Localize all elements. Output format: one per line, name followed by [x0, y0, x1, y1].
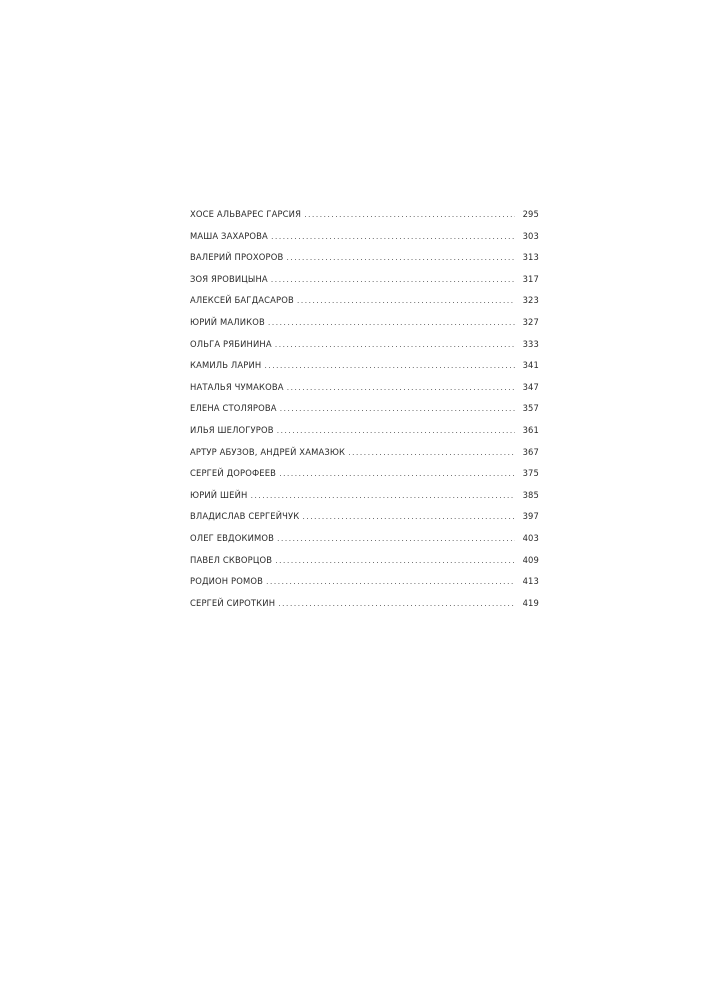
toc-entry-page: 347 [522, 381, 539, 392]
toc-entry-name: КАМИЛЬ ЛАРИН [190, 360, 262, 371]
toc-dot-leader [264, 361, 515, 370]
toc-entry [190, 490, 539, 512]
toc-dot-leader [297, 296, 515, 305]
toc-entry-name: АЛЕКСЕЙ БАГДАСАРОВ [190, 295, 294, 306]
toc-entry-name: ВАЛЕРИЙ ПРОХОРОВ [190, 252, 284, 263]
toc-entry-name: ЗОЯ ЯРОВИЦЫНА [190, 273, 268, 284]
table-of-contents [190, 209, 539, 619]
toc-entry [190, 576, 539, 598]
toc-dot-leader [275, 340, 515, 349]
toc-entry [190, 425, 539, 447]
toc-entry-name: ПАВЕЛ СКВОРЦОВ [190, 554, 273, 565]
toc-dot-leader [275, 556, 515, 565]
toc-dot-leader [304, 210, 515, 219]
toc-entry-page: 303 [522, 230, 539, 241]
toc-dot-leader [287, 383, 515, 392]
toc-entry-page: 357 [522, 403, 539, 414]
toc-entry-page: 361 [522, 424, 539, 435]
toc-dot-leader [266, 577, 515, 586]
toc-entry [190, 382, 539, 404]
toc-entry-page: 367 [522, 446, 539, 457]
toc-entry [190, 555, 539, 577]
toc-entry-page: 313 [522, 252, 539, 263]
toc-entry [190, 317, 539, 339]
toc-entry [190, 209, 539, 231]
toc-entry [190, 274, 539, 296]
toc-entry-name: ЮРИЙ ШЕЙН [190, 489, 248, 500]
toc-entry [190, 533, 539, 555]
toc-entry-page: 413 [522, 576, 539, 587]
toc-entry-name: НАТАЛЬЯ ЧУМАКОВА [190, 381, 284, 392]
toc-entry-name: ИЛЬЯ ШЕЛОГУРОВ [190, 424, 274, 435]
toc-dot-leader [302, 512, 515, 521]
toc-dot-leader [277, 534, 515, 543]
toc-entry-name: ЮРИЙ МАЛИКОВ [190, 316, 265, 327]
toc-entry-name: МАША ЗАХАРОВА [190, 230, 268, 241]
toc-dot-leader [271, 232, 515, 241]
toc-entry [190, 339, 539, 361]
toc-entry [190, 468, 539, 490]
toc-dot-leader [277, 426, 515, 435]
toc-dot-leader [268, 318, 515, 327]
toc-entry-name: ВЛАДИСЛАВ СЕРГЕЙЧУК [190, 511, 300, 522]
toc-entry-page: 295 [522, 209, 539, 219]
toc-entry-name: СЕРГЕЙ ДОРОФЕЕВ [190, 468, 277, 479]
toc-dot-leader [286, 253, 515, 262]
toc-entry-name: АРТУР АБУЗОВ, АНДРЕЙ ХАМАЗЮК [190, 446, 346, 457]
toc-entry-page: 397 [522, 511, 539, 522]
toc-entry-page: 409 [522, 554, 539, 565]
toc-entry-name: СЕРГЕЙ СИРОТКИН [190, 597, 276, 608]
toc-entry [190, 511, 539, 533]
toc-entry-name: ХОСЕ АЛЬВАРЕС ГАРСИЯ [190, 209, 302, 219]
toc-entry [190, 360, 539, 382]
toc-entry [190, 447, 539, 469]
toc-dot-leader [278, 599, 515, 608]
toc-entry-page: 419 [522, 597, 539, 608]
toc-dot-leader [279, 469, 515, 478]
toc-entry-page: 317 [522, 273, 539, 284]
toc-entry-page: 323 [522, 295, 539, 306]
toc-entry-name: ОЛЕГ ЕВДОКИМОВ [190, 532, 274, 543]
toc-dot-leader [280, 404, 515, 413]
toc-entry-page: 385 [522, 489, 539, 500]
toc-entry [190, 231, 539, 253]
toc-entry [190, 403, 539, 425]
toc-entry-name: ОЛЬГА РЯБИНИНА [190, 338, 272, 349]
toc-entry [190, 252, 539, 274]
toc-entry-name: ЕЛЕНА СТОЛЯРОВА [190, 403, 277, 414]
toc-entry-page: 327 [522, 316, 539, 327]
toc-dot-leader [348, 448, 515, 457]
toc-entry-page: 375 [522, 468, 539, 479]
toc-entry-page: 341 [522, 360, 539, 371]
toc-entry-page: 333 [522, 338, 539, 349]
toc-entry-name: РОДИОН РОМОВ [190, 576, 264, 587]
toc-entry [190, 598, 539, 620]
toc-dot-leader [271, 275, 515, 284]
toc-dot-leader [250, 491, 515, 500]
toc-entry [190, 295, 539, 317]
toc-entry-page: 403 [522, 532, 539, 543]
